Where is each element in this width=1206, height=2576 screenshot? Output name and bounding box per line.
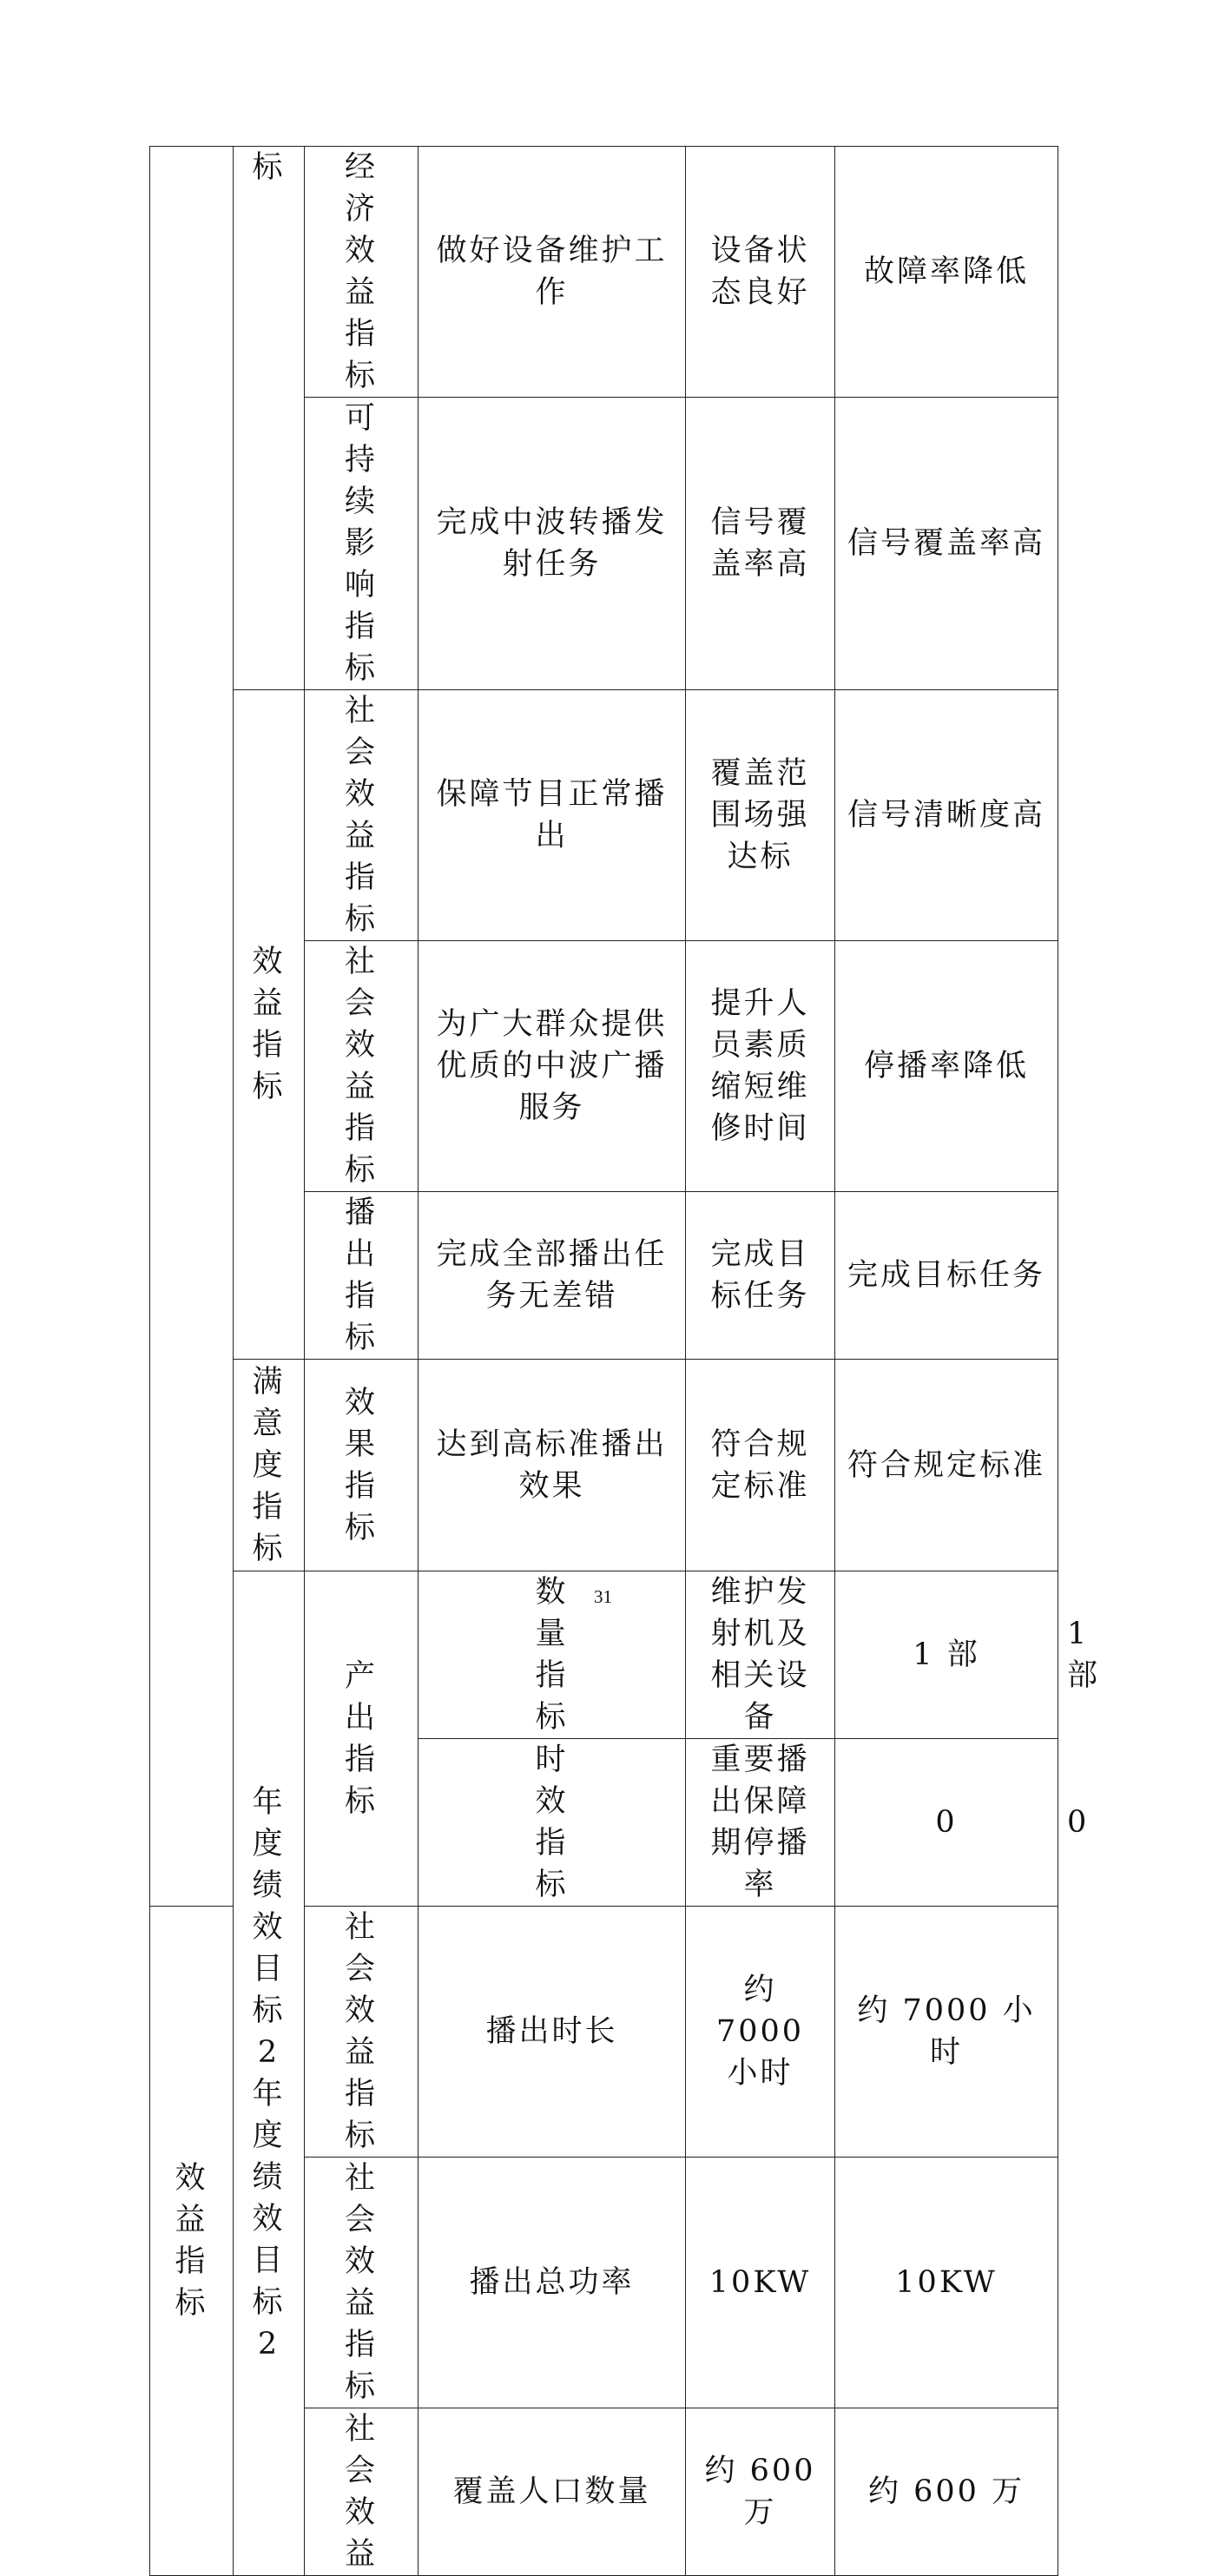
target-cell: 符合规定标准 [686, 1360, 835, 1571]
content-cell: 维护发射机及相关设备 [686, 1571, 835, 1739]
indicator-cell: 播出指标 [305, 1192, 418, 1360]
goal-label-cell: 年度绩效目标2年度绩效目标2 [234, 1571, 305, 2576]
indicator-cell: 社会效益指标 [305, 690, 418, 941]
content-cell: 播出总功率 [418, 2158, 686, 2408]
indicator-cell: 效果指标 [305, 1360, 418, 1571]
goal-label-cell-empty [150, 147, 234, 1907]
subcategory-cell: 产出指标 [305, 1571, 418, 1907]
target-cell: 约 600 万 [686, 2408, 835, 2576]
indicator-cell: 社会效益指标 [305, 941, 418, 1192]
actual-cell: 故障率降低 [835, 147, 1058, 398]
content-cell: 达到高标准播出效果 [418, 1360, 686, 1571]
table-row: 年度绩效目标2年度绩效目标2 产出指标 数量指标 维护发射机及相关设备 1 部 1 部 [150, 1571, 1058, 1739]
subcategory-cell: 效益指标 [234, 690, 305, 1360]
indicator-cell: 可持续影响指标 [305, 398, 418, 690]
content-cell: 做好设备维护工作 [418, 147, 686, 398]
content-cell: 覆盖人口数量 [418, 2408, 686, 2576]
actual-cell: 约 7000 小时 [835, 1907, 1058, 2158]
content-cell: 重要播出保障期停播率 [686, 1739, 835, 1907]
table-row: 时效指标 重要播出保障期停播率 0 0 [150, 1739, 1058, 1907]
target-cell: 完成目标任务 [686, 1192, 835, 1360]
target-cell: 1 部 [835, 1571, 1058, 1739]
page-number: 31 [594, 1586, 612, 1607]
indicator-cell: 社会效益指标 [305, 2158, 418, 2408]
table-row [150, 1360, 1058, 1571]
content-cell: 播出时长 [418, 1907, 686, 2158]
target-cell: 设备状态良好 [686, 147, 835, 398]
subcategory-cell: 效益指标 [150, 1907, 234, 2576]
target-cell: 提升人员素质缩短维修时间 [686, 941, 835, 1192]
subcategory-cell: 标 [234, 147, 305, 690]
content-cell: 完成中波转播发射任务 [418, 398, 686, 690]
actual-cell: 10KW [835, 2158, 1058, 2408]
performance-table [149, 146, 1101, 2576]
indicator-cell: 社会效益指标 [305, 1907, 418, 2158]
actual-cell: 符合规定标准 [835, 1360, 1058, 1571]
content-cell: 为广大群众提供优质的中波广播服务 [418, 941, 686, 1192]
actual-cell: 信号覆盖率高 [835, 398, 1058, 690]
target-cell: 覆盖范围场强达标 [686, 690, 835, 941]
content-cell: 保障节目正常播出 [418, 690, 686, 941]
actual-cell: 完成目标任务 [835, 1192, 1058, 1360]
target-cell: 10KW [686, 2158, 835, 2408]
table-row [150, 147, 1058, 398]
target-cell: 0 [835, 1739, 1058, 1907]
target-cell: 约 7000 小时 [686, 1907, 835, 2158]
table-row [150, 690, 1058, 941]
actual-cell: 信号清晰度高 [835, 690, 1058, 941]
actual-cell: 停播率降低 [835, 941, 1058, 1192]
actual-cell: 约 600 万 [835, 2408, 1058, 2576]
target-cell: 信号覆盖率高 [686, 398, 835, 690]
subcategory-cell: 满意度指标 [234, 1360, 305, 1571]
indicator-cell: 数量指标 [418, 1571, 686, 1739]
indicator-cell: 社会效益 [305, 2408, 418, 2576]
indicator-cell: 经济效益指标 [305, 147, 418, 398]
indicator-cell: 时效指标 [418, 1739, 686, 1907]
content-cell: 完成全部播出任务无差错 [418, 1192, 686, 1360]
